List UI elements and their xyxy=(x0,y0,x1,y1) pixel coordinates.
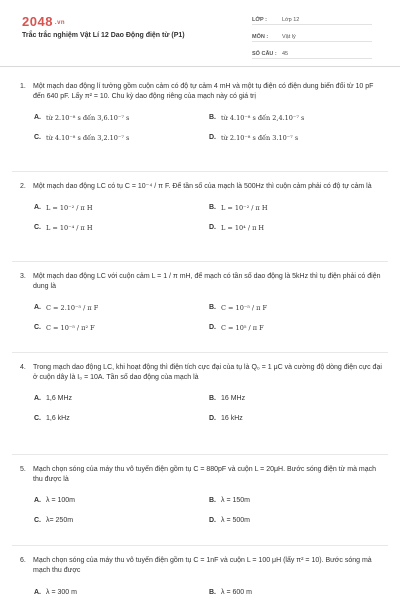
option-letter: D. xyxy=(209,134,216,141)
meta-key: SỐ CÂU : xyxy=(252,50,277,57)
question-text xyxy=(20,272,382,292)
question-number: 3. xyxy=(20,273,26,280)
option-letter: C. xyxy=(34,324,41,331)
question-text xyxy=(20,182,382,192)
header xyxy=(0,0,400,66)
option-letter: A. xyxy=(34,589,41,596)
question-text xyxy=(20,556,382,576)
option-letter: B. xyxy=(209,204,216,211)
question-number: 5. xyxy=(20,466,26,473)
option-letter: D. xyxy=(209,415,216,422)
meta-row-subject xyxy=(252,32,372,42)
question-3 xyxy=(20,272,382,333)
question-stem: Trong mạch dao động LC, khi hoạt động thì điện tích cực đại của tụ là Q₀ = 1 μC và cường độ dòng điện cực đại ở cuộn dây là I₀ = 10A. Tần số dao động của mạch là xyxy=(33,364,382,381)
answer-options xyxy=(20,394,382,424)
question-stem: Một mạch dao động LC có tụ C = 10⁻⁴ / π F. Để tần số của mạch là 500Hz thì cuộn cảm phải có độ tự cảm là xyxy=(33,183,372,190)
option-letter: B. xyxy=(209,395,216,402)
question-number: 4. xyxy=(20,364,26,371)
option-text: λ = 150m xyxy=(221,497,250,504)
option-text: λ= 250m xyxy=(46,517,74,524)
answer-options xyxy=(20,496,382,526)
question-2 xyxy=(20,182,382,233)
option-text: C = 2.10⁻⁵ / π F xyxy=(46,304,99,312)
question-5 xyxy=(20,465,382,526)
option-text: C = 10⁻⁵ / π F xyxy=(221,304,268,312)
option-text: C = 10⁵ / π F xyxy=(221,324,264,332)
option-c[interactable] xyxy=(34,223,209,233)
option-letter: D. xyxy=(209,224,216,231)
quiz-meta xyxy=(252,15,372,66)
option-text: 1,6 kHz xyxy=(46,415,70,422)
question-divider xyxy=(12,171,388,172)
option-text: λ = 100m xyxy=(46,497,75,504)
option-letter: C. xyxy=(34,224,41,231)
option-letter: A. xyxy=(34,497,41,504)
option-text: L = 10⁴ / π H xyxy=(221,224,265,232)
question-text xyxy=(20,82,382,102)
header-divider xyxy=(0,66,400,67)
meta-value: 45 xyxy=(282,50,289,57)
option-d[interactable] xyxy=(209,323,384,333)
option-b[interactable] xyxy=(209,496,384,506)
option-letter: B. xyxy=(209,114,216,121)
option-a[interactable] xyxy=(34,113,209,123)
option-text: 16 MHz xyxy=(221,395,246,402)
option-c[interactable] xyxy=(34,516,209,526)
option-letter: B. xyxy=(209,497,216,504)
option-letter: A. xyxy=(34,395,41,402)
option-a[interactable] xyxy=(34,496,209,506)
option-b[interactable] xyxy=(209,588,384,598)
site-logo[interactable] xyxy=(22,14,65,29)
option-text: từ 2.10⁻⁸ s đến 3,6.10⁻⁷ s xyxy=(46,114,130,122)
option-text: λ = 600 m xyxy=(221,589,252,596)
option-d[interactable] xyxy=(209,133,384,143)
question-number: 6. xyxy=(20,557,26,564)
question-1 xyxy=(20,82,382,143)
question-text xyxy=(20,363,382,383)
option-text: C = 10⁻⁵ / π² F xyxy=(46,324,95,332)
question-stem: Mạch chọn sóng của máy thu vô tuyến điện gồm tụ C = 1nF và cuộn L = 100 μH (lấy π² = 10). Bước sóng mà mạch thu được xyxy=(33,557,372,574)
question-divider xyxy=(12,352,388,353)
question-stem: Một mạch dao động LC với cuộn cảm L = 1 / π mH, để mạch có tần số dao động là 5kHz thì tụ điện phải có điện dung là xyxy=(33,273,381,290)
option-b[interactable] xyxy=(209,203,384,213)
option-d[interactable] xyxy=(209,414,384,424)
option-letter: C. xyxy=(34,415,41,422)
option-letter: A. xyxy=(34,204,41,211)
option-a[interactable] xyxy=(34,303,209,313)
question-6 xyxy=(20,556,382,598)
option-a[interactable] xyxy=(34,394,209,404)
meta-row-count xyxy=(252,49,372,59)
option-text: λ = 500m xyxy=(221,517,250,524)
option-text: từ 4.10⁻⁸ s đến 3,2.10⁻⁷ s xyxy=(46,134,130,142)
option-b[interactable] xyxy=(209,394,384,404)
option-b[interactable] xyxy=(209,113,384,123)
question-4 xyxy=(20,363,382,424)
option-letter: C. xyxy=(34,517,41,524)
option-text: từ 2.10⁻⁸ s đến 3.10⁻⁷ s xyxy=(221,134,299,142)
option-text: λ = 300 m xyxy=(46,589,77,596)
option-text: L = 10⁻² / π H xyxy=(46,204,93,212)
answer-options xyxy=(20,113,382,143)
option-text: từ 4.10⁻⁸ s đến 2,4.10⁻⁷ s xyxy=(221,114,305,122)
meta-key: MÔN : xyxy=(252,33,269,40)
answer-options xyxy=(20,203,382,233)
option-letter: A. xyxy=(34,304,41,311)
question-divider xyxy=(12,545,388,546)
option-c[interactable] xyxy=(34,323,209,333)
question-divider xyxy=(12,261,388,262)
question-divider xyxy=(12,454,388,455)
question-number: 1. xyxy=(20,83,26,90)
option-a[interactable] xyxy=(34,588,209,598)
option-letter: D. xyxy=(209,324,216,331)
option-d[interactable] xyxy=(209,516,384,526)
meta-key: LỚP : xyxy=(252,16,267,23)
option-b[interactable] xyxy=(209,303,384,313)
option-a[interactable] xyxy=(34,203,209,213)
question-stem: Mạch chọn sóng của máy thu vô tuyến điện gồm tụ C = 880pF và cuộn L = 20μH. Bước sóng điện từ mà mạch thu được là xyxy=(33,466,377,483)
question-text xyxy=(20,465,382,485)
logo-suffix: .vn xyxy=(54,19,66,26)
option-text: L = 10⁻² / π H xyxy=(221,204,268,212)
option-text: L = 10⁻⁴ / π H xyxy=(46,224,93,232)
option-letter: D. xyxy=(209,517,216,524)
question-number: 2. xyxy=(20,183,26,190)
option-text: 1,6 MHz xyxy=(46,395,73,402)
option-letter: B. xyxy=(209,304,216,311)
option-c[interactable] xyxy=(34,414,209,424)
question-stem: Một mạch dao động lí tưởng gồm cuộn cảm có độ tự cảm 4 mH và một tụ điện có điện dung biến đổi từ 10 pF đến 640 pF. Lấy π² = 10. Chu kỳ dao động riêng của mạch này có giá trị xyxy=(33,83,374,100)
answer-options xyxy=(20,588,382,598)
meta-value: Vật lý xyxy=(282,33,296,40)
option-letter: C. xyxy=(34,134,41,141)
logo-text: 2048 xyxy=(22,14,53,29)
option-d[interactable] xyxy=(209,223,384,233)
option-letter: A. xyxy=(34,114,41,121)
meta-row-class xyxy=(252,15,372,25)
answer-options xyxy=(20,303,382,333)
meta-value: Lớp 12 xyxy=(282,16,300,23)
option-letter: B. xyxy=(209,589,216,596)
option-text: 16 kHz xyxy=(221,415,243,422)
page-title: Trắc trắc nghiệm Vật Lí 12 Dao Động điện từ (P1) xyxy=(22,32,185,39)
option-c[interactable] xyxy=(34,133,209,143)
